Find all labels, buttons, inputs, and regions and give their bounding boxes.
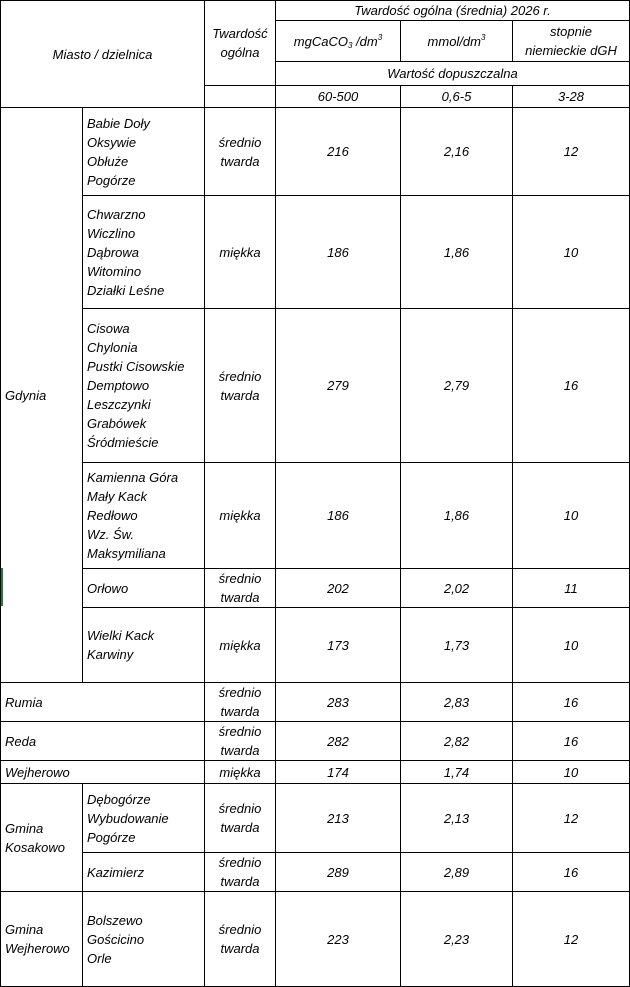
dgh-cell: 16	[513, 853, 630, 892]
hardness-cell: średnio twarda	[205, 309, 276, 463]
dgh-cell: 10	[513, 463, 630, 569]
table-row	[1, 463, 630, 569]
mmol-cell: 1,74	[401, 761, 513, 784]
table-row	[1, 722, 630, 761]
dgh-cell: 12	[513, 108, 630, 196]
mmol-cell: 2,16	[401, 108, 513, 196]
dgh-cell: 16	[513, 683, 630, 722]
table-row	[1, 569, 630, 608]
district-cell: Orłowo	[83, 569, 205, 608]
mmol-cell: 2,02	[401, 569, 513, 608]
hardness-cell: miękka	[205, 608, 276, 683]
table-row	[1, 853, 630, 892]
mg-cell: 223	[276, 892, 401, 987]
dgh-cell: 11	[513, 569, 630, 608]
header-top-title: Twardość ogólna (średnia) 2026 r.	[276, 1, 630, 21]
mg-cell: 173	[276, 608, 401, 683]
dgh-cell: 16	[513, 309, 630, 463]
hardness-cell: miękka	[205, 761, 276, 784]
header-allowed-label: Wartość dopuszczalna	[276, 62, 630, 86]
district-cell: Cisowa Chylonia Pustki Cisowskie Demptowo Leszczynki Grabówek Śródmieście	[83, 309, 205, 463]
table-row	[1, 608, 630, 683]
header-unit-mg: mgCaCO$_3$ $/dm^3$	[276, 21, 401, 62]
mg-cell: 213	[276, 784, 401, 853]
city-cell: Rumia	[1, 683, 205, 722]
mmol-cell: 1,86	[401, 196, 513, 309]
header-unit-dgh: stopnie niemieckie dGH	[513, 21, 630, 62]
range-dgh: 3-28	[513, 86, 630, 108]
table-row	[1, 309, 630, 463]
hardness-cell: średnio twarda	[205, 569, 276, 608]
district-cell: Kamienna Góra Mały Kack Redłowo Wz. Św. Maksymiliana	[83, 463, 205, 569]
mg-cell: 289	[276, 853, 401, 892]
hardness-cell: średnio twarda	[205, 784, 276, 853]
mg-cell: 202	[276, 569, 401, 608]
district-cell: Kazimierz	[83, 853, 205, 892]
dgh-cell: 10	[513, 761, 630, 784]
mg-cell: 282	[276, 722, 401, 761]
dgh-cell: 10	[513, 608, 630, 683]
district-cell: Babie Doły Oksywie Obłuże Pogórze	[83, 108, 205, 196]
hardness-cell: średnio twarda	[205, 892, 276, 987]
range-mg: 60-500	[276, 86, 401, 108]
city-cell: Gmina Wejherowo	[1, 892, 83, 987]
header-city-district: Miasto / dzielnica	[1, 1, 205, 108]
city-cell: Reda	[1, 722, 205, 761]
header-hardness-blank	[205, 86, 276, 108]
mmol-cell: 2,79	[401, 309, 513, 463]
hardness-cell: miękka	[205, 196, 276, 309]
dgh-cell: 12	[513, 892, 630, 987]
range-mmol: 0,6-5	[401, 86, 513, 108]
header-row-1	[1, 1, 630, 21]
table-row	[1, 784, 630, 853]
mg-cell: 186	[276, 463, 401, 569]
mmol-cell: 1,73	[401, 608, 513, 683]
district-cell: Wielki Kack Karwiny	[83, 608, 205, 683]
mg-cell: 279	[276, 309, 401, 463]
table-row	[1, 892, 630, 987]
mg-cell: 186	[276, 196, 401, 309]
mmol-cell: 2,89	[401, 853, 513, 892]
city-cell: Wejherowo	[1, 761, 205, 784]
header-unit-mmol: mmol/$dm^3$	[401, 21, 513, 62]
dgh-cell: 10	[513, 196, 630, 309]
district-cell: Bolszewo Gościcino Orle	[83, 892, 205, 987]
table-row	[1, 761, 630, 784]
hardness-cell: miękka	[205, 463, 276, 569]
mg-cell: 283	[276, 683, 401, 722]
hardness-cell: średnio twarda	[205, 108, 276, 196]
dgh-cell: 12	[513, 784, 630, 853]
mmol-cell: 2,23	[401, 892, 513, 987]
mg-cell: 216	[276, 108, 401, 196]
hardness-cell: średnio twarda	[205, 853, 276, 892]
mmol-cell: 2,82	[401, 722, 513, 761]
hardness-cell: średnio twarda	[205, 722, 276, 761]
header-hardness: Twardość ogólna	[205, 1, 276, 86]
city-cell: Gmina Kosakowo	[1, 784, 83, 892]
table-row	[1, 196, 630, 309]
hardness-cell: średnio twarda	[205, 683, 276, 722]
mg-cell: 174	[276, 761, 401, 784]
mmol-cell: 2,13	[401, 784, 513, 853]
city-cell: Gdynia	[1, 108, 83, 683]
table-row	[1, 683, 630, 722]
mmol-cell: 1,86	[401, 463, 513, 569]
district-cell: Dębogórze Wybudowanie Pogórze	[83, 784, 205, 853]
district-cell: Chwarzno Wiczlino Dąbrowa Witomino Działki Leśne	[83, 196, 205, 309]
dgh-cell: 16	[513, 722, 630, 761]
table-row	[1, 108, 630, 196]
mmol-cell: 2,83	[401, 683, 513, 722]
